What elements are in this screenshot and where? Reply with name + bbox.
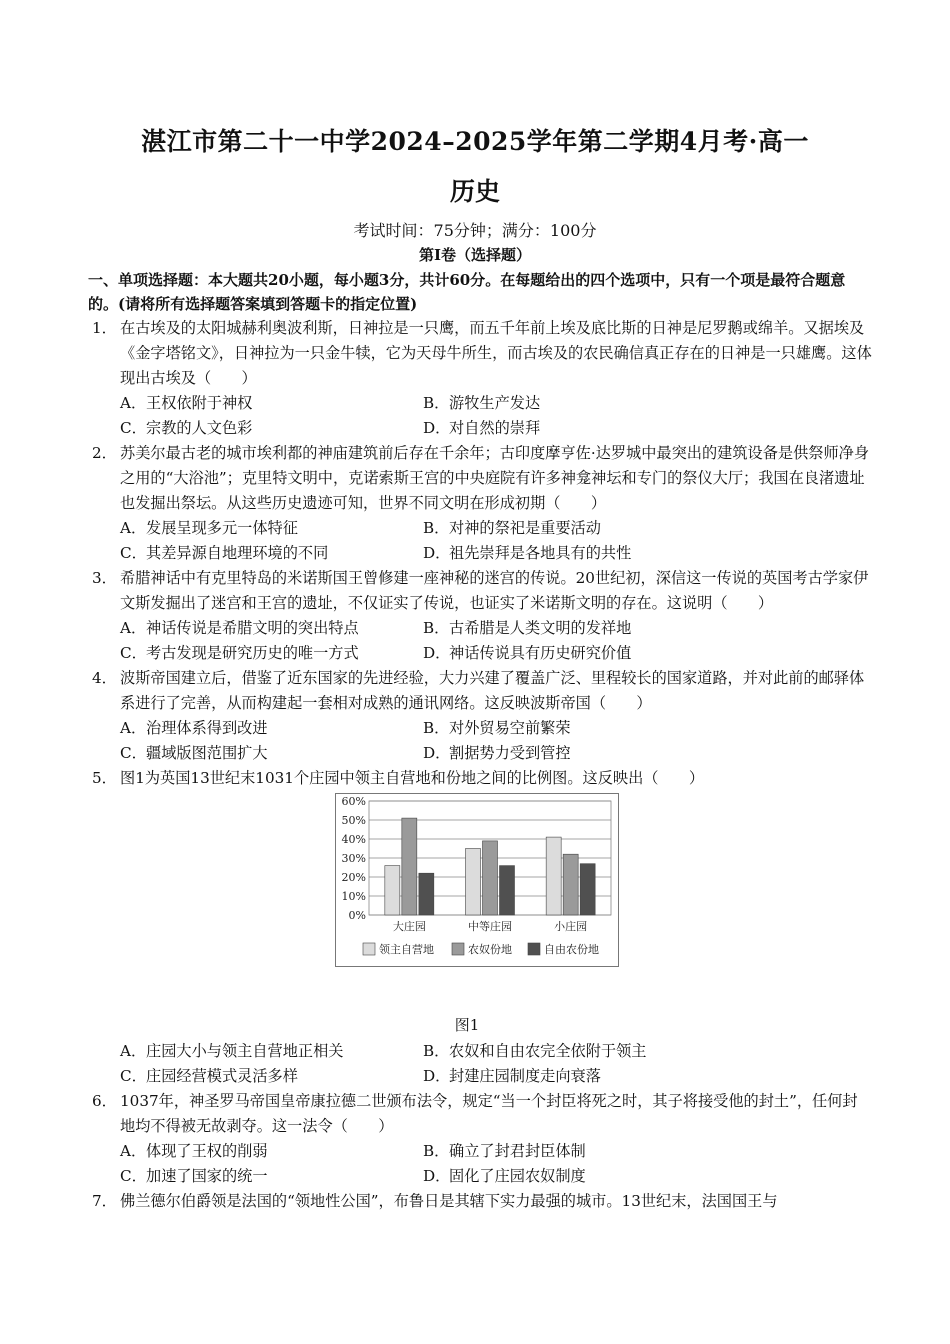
question-list	[92, 316, 872, 1214]
question-3	[92, 566, 872, 666]
x-tick-label: 小庄园	[554, 920, 588, 933]
option-a[interactable]: A．神话传说是希腊文明的突出特点	[120, 619, 359, 637]
y-tick-label: 60%	[341, 795, 366, 808]
bar-1-1	[385, 866, 400, 915]
option-d[interactable]: D．封建庄园制度走向衰落	[423, 1067, 601, 1085]
question-number: 1．	[92, 319, 117, 337]
option-c[interactable]: C．加速了国家的统一	[120, 1167, 268, 1185]
option-a[interactable]: A．体现了王权的削弱	[120, 1142, 268, 1160]
question-stem: 苏美尔最古老的城市埃利都的神庙建筑前后存在千余年；古印度摩亨佐·达罗城中最突出的建筑设备是供祭师净身之用的“大浴池”；克里特文明中，克诺索斯王宫的中央庭院有许多神龛神坛和专门的祭仪大厅；我国在良渚遗址也发掘出祭坛。从这些历史遗迹可知，世界不同文明在形成初期（ ）	[120, 444, 870, 512]
option-d[interactable]: D．固化了庄园农奴制度	[423, 1167, 586, 1185]
legend-swatch	[452, 943, 464, 955]
question-7	[92, 1189, 872, 1214]
figure-caption: 图1	[454, 1016, 480, 1034]
question-1	[92, 316, 872, 441]
legend-label: 自由农份地	[544, 943, 599, 956]
option-b[interactable]: B．农奴和自由农完全依附于领主	[423, 1042, 647, 1060]
exam-meta: 考试时间：75分钟；满分：100分	[353, 221, 597, 240]
option-c[interactable]: C．疆域版图范围扩大	[120, 744, 268, 762]
question-number: 2．	[92, 444, 117, 462]
option-d[interactable]: D．割据势力受到管控	[423, 744, 571, 762]
bar-3-3	[580, 864, 595, 915]
question-stem: 1037年，神圣罗马帝国皇帝康拉德二世颁布法令，规定“当一个封臣将死之时，其子将接受他的封土”，任何封地均不得被无故剥夺。这一法令（ ）	[120, 1092, 858, 1135]
option-c[interactable]: C．庄园经营模式灵活多样	[120, 1067, 298, 1085]
question-stem: 波斯帝国建立后，借鉴了近东国家的先进经验，大力兴建了覆盖广泛、里程较长的国家道路，并对此前的邮驿体系进行了完善，从而构建起一套相对成熟的通讯网络。这反映波斯帝国（ ）	[120, 669, 865, 712]
bar-1-2	[466, 849, 481, 916]
y-tick-label: 30%	[341, 852, 366, 865]
question-5	[92, 766, 872, 1089]
question-number: 6．	[92, 1092, 117, 1110]
question-number: 4．	[92, 669, 117, 687]
bar-3-1	[419, 873, 434, 915]
bar-1-3	[546, 837, 561, 915]
figure-1	[92, 791, 872, 1039]
legend-label: 领主自营地	[379, 943, 434, 956]
x-tick-label: 中等庄园	[468, 920, 512, 933]
section-instruction: 一、单项选择题：本大题共20小题，每小题3分，共计60分。在每题给出的四个选项中，只有一个项是最符合题意的。(请将所有选择题答案填到答题卡的指定位置)	[88, 271, 846, 313]
option-a[interactable]: A．发展呈现多元一体特征	[120, 519, 298, 537]
option-d[interactable]: D．对自然的崇拜	[423, 419, 541, 437]
option-b[interactable]: B．确立了封君封臣体制	[423, 1142, 586, 1160]
y-tick-label: 40%	[341, 833, 366, 846]
bar-2-1	[402, 818, 417, 915]
bar-2-3	[563, 854, 578, 915]
y-tick-label: 20%	[341, 871, 366, 884]
exam-title: 湛江市第二十一中学2024–2025学年第二学期4月考·高一	[141, 127, 809, 156]
y-tick-label: 10%	[341, 890, 366, 903]
option-c[interactable]: C．宗教的人文色彩	[120, 419, 253, 437]
option-b[interactable]: B．游牧生产发达	[423, 394, 541, 412]
option-d[interactable]: D．祖先崇拜是各地具有的共性	[423, 544, 632, 562]
bar-2-2	[483, 841, 498, 915]
option-b[interactable]: B．对神的祭祀是重要活动	[423, 519, 601, 537]
option-c[interactable]: C．其差异源自地理环境的不同	[120, 544, 329, 562]
question-number: 5．	[92, 769, 117, 787]
question-2	[92, 441, 872, 566]
option-b[interactable]: B．对外贸易空前繁荣	[423, 719, 571, 737]
question-6	[92, 1089, 872, 1189]
question-stem: 图1为英国13世纪末1031个庄园中领主自营地和份地之间的比例图。这反映出（ ）	[120, 769, 705, 787]
option-c[interactable]: C．考古发现是研究历史的唯一方式	[120, 644, 359, 662]
question-stem: 佛兰德尔伯爵领是法国的“领地性公国”，布鲁日是其辖下实力最强的城市。13世纪末，法国国王与	[120, 1192, 778, 1210]
question-stem: 在古埃及的太阳城赫利奥波利斯，日神拉是一只鹰，而五千年前上埃及底比斯的日神是尼罗鹅或绵羊。又据埃及《金字塔铭文》，日神拉为一只金牛犊，它为天母牛所生，而古埃及的农民确信真正存在的日神是一只雄鹰。这体现出古埃及（ ）	[120, 319, 872, 387]
bar-3-2	[500, 866, 515, 915]
option-d[interactable]: D．神话传说具有历史研究价值	[423, 644, 632, 662]
manor-ratio-chart	[335, 793, 619, 967]
question-number: 3．	[92, 569, 117, 587]
option-b[interactable]: B．古希腊是人类文明的发祥地	[423, 619, 632, 637]
y-tick-label: 0%	[348, 909, 366, 922]
option-a[interactable]: A．治理体系得到改进	[120, 719, 268, 737]
subject-title: 历史	[449, 177, 500, 206]
question-number: 7．	[92, 1192, 117, 1210]
legend-label: 农奴份地	[468, 943, 512, 956]
question-stem: 希腊神话中有克里特岛的米诺斯国王曾修建一座神秘的迷宫的传说。20世纪初，深信这一传说的英国考古学家伊文斯发掘出了迷宫和王宫的遗址，不仅证实了传说，也证实了米诺斯文明的存在。这说明（ ）	[120, 569, 869, 612]
y-tick-label: 50%	[341, 814, 366, 827]
section-heading: 第Ⅰ卷（选择题）	[418, 246, 532, 264]
x-tick-label: 大庄园	[392, 920, 426, 933]
option-a[interactable]: A．庄园大小与领主自营地正相关	[120, 1042, 344, 1060]
legend-swatch	[528, 943, 540, 955]
legend-swatch	[363, 943, 375, 955]
option-a[interactable]: A．王权依附于神权	[120, 394, 253, 412]
question-4	[92, 666, 872, 766]
